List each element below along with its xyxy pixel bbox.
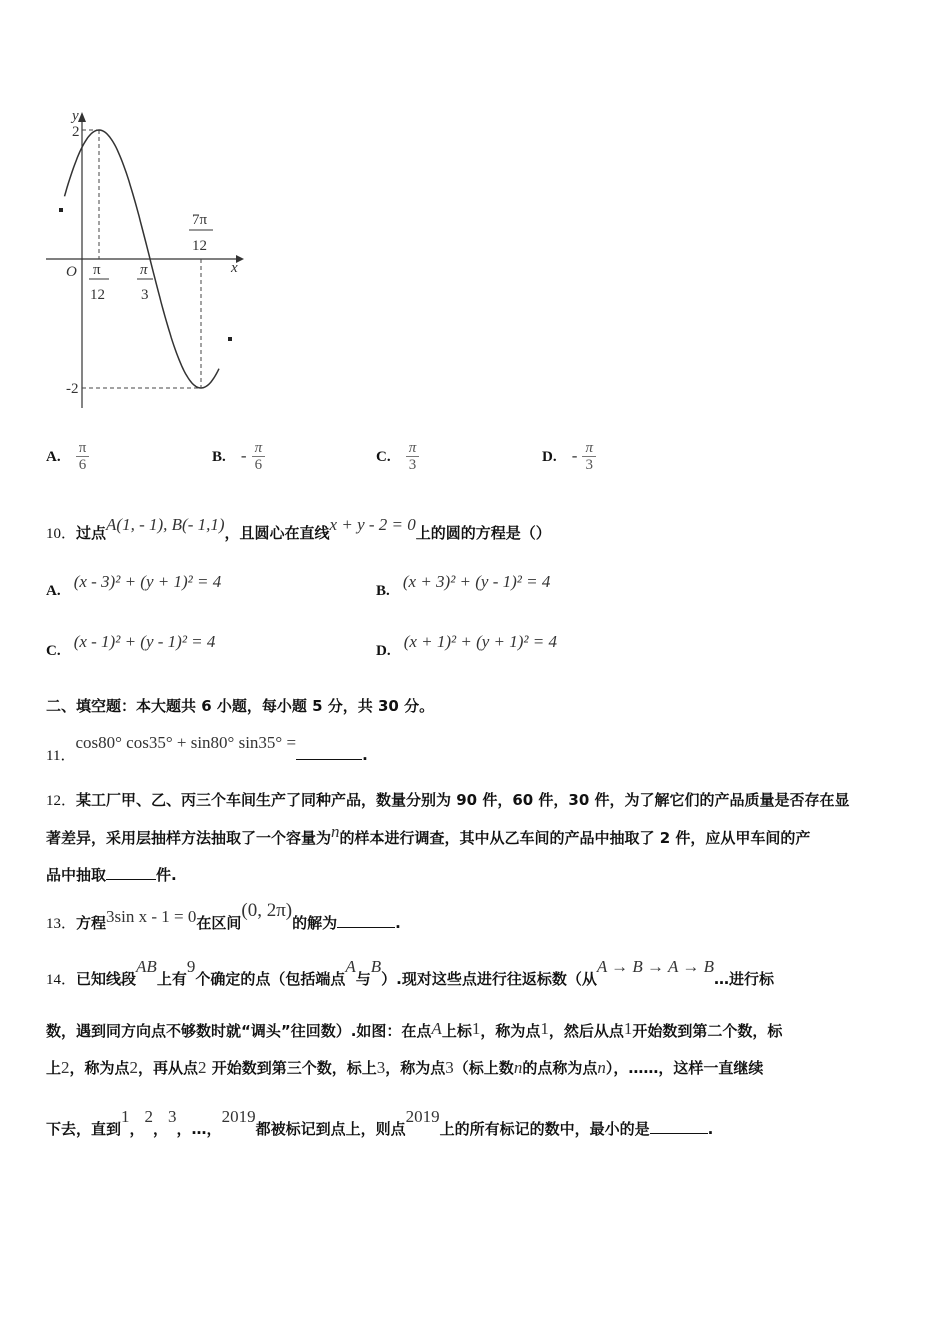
q9-option-c-den: 3	[408, 457, 417, 473]
q14-l2-one-3: 1	[623, 1019, 633, 1038]
q14-line-4: 下去，直到1，2，3，…，2019都被标记到点上，则点2019上的所有标记的数中，最小的是 .	[46, 1107, 714, 1138]
q13-end: .	[395, 914, 401, 932]
q10-option-b-label: B.	[376, 583, 390, 599]
q14-l3e: ，称为点	[385, 1059, 446, 1077]
y-axis-arrow	[78, 112, 86, 122]
q9-option-a-fraction	[76, 440, 90, 473]
q10-option-d[interactable]	[376, 632, 558, 660]
curve-end-point	[228, 337, 232, 341]
q10-option-a-label: A.	[46, 583, 61, 599]
q14-l3-three: 3	[376, 1058, 386, 1077]
q10-text-2: ，且圆心在直线	[224, 524, 330, 542]
q10-number: 10．	[46, 526, 77, 542]
q12-number: 12．	[46, 793, 77, 809]
q10-text-3: 上的圆的方程是（）	[415, 524, 551, 542]
q11	[46, 732, 368, 764]
q14-l4c: 上的所有标记的数中，最小的是	[439, 1120, 650, 1138]
q9-option-b-sign: -	[240, 446, 247, 465]
q14-number: 14．	[46, 972, 77, 988]
x-axis-label: x	[231, 260, 238, 276]
q14-t1: 已知线段	[76, 970, 137, 988]
q14-ab: AB	[136, 957, 157, 976]
q10-option-c-label: C.	[46, 643, 61, 659]
q10-line: x + y - 2 = 0	[329, 515, 416, 534]
q9-option-c-fraction	[406, 440, 420, 473]
q14-a: A	[345, 957, 356, 976]
q9-option-d-den: 3	[585, 457, 593, 473]
q14-l4-2019: 2019	[221, 1107, 256, 1126]
q12-line2b: 的样本进行调查，其中从乙车间的产品中抽取了 2 件，应从甲车间的产	[339, 829, 811, 847]
q14-l3f: （标上数	[453, 1059, 514, 1077]
q9-option-c-num: π	[406, 440, 420, 457]
q14-l4-n1: 1	[121, 1107, 130, 1126]
q14-line-1	[46, 957, 774, 989]
q14-l2-a: A	[431, 1019, 442, 1038]
q12-line3a: 品中抽取	[46, 866, 107, 884]
tick-pi3-num: π	[140, 262, 148, 278]
q9-option-d-fraction	[582, 440, 596, 473]
q10-option-a-expr: (x - 3)² + (y + 1)² = 4	[73, 572, 222, 591]
q12-line2a: 著差异，采用层抽样方法抽取了一个容量为	[46, 829, 332, 847]
q10-option-c[interactable]	[46, 632, 216, 660]
q10-points: A(1, - 1), B(- 1,1)	[106, 515, 225, 534]
q14-l2d: ，然后从点	[548, 1022, 624, 1040]
q14-nine: 9	[186, 957, 196, 976]
q14-l2b: 上标	[441, 1022, 472, 1040]
q10-option-d-label: D.	[376, 643, 391, 659]
q12-line-3	[46, 864, 177, 885]
y-max-label: 2	[72, 124, 80, 140]
q14-t3: 个确定的点（包括端点	[195, 970, 346, 988]
section-2-heading: 二、填空题：本大题共 6 小题，每小题 5 分，共 30 分。	[46, 697, 435, 715]
q11-number: 11．	[46, 748, 76, 764]
q11-expr: cos80° cos35° + sin80° sin35° =	[75, 733, 297, 752]
q12-line3b: 件.	[156, 866, 177, 884]
q14-l3-two-3: 2	[198, 1058, 207, 1077]
q9-option-c[interactable]	[376, 440, 419, 473]
y-axis-label: y	[72, 108, 79, 124]
q14-t2: 上有	[156, 970, 187, 988]
q9-option-b[interactable]	[212, 440, 265, 473]
sine-graph	[40, 100, 260, 420]
q14-l3h: ），……，这样一直继续	[605, 1059, 764, 1077]
q14-l4-dots: ，…，	[176, 1120, 222, 1138]
q14-l2-one-2: 1	[540, 1019, 549, 1038]
q14-sequence: A → B → A → B	[596, 957, 714, 976]
q14-l3d: 开始数到第三个数，标上	[206, 1059, 377, 1077]
q14-line-2	[46, 1020, 782, 1041]
q9-option-a-num: π	[76, 440, 90, 457]
q12-line-2	[46, 822, 811, 848]
q14-l3-n-2: n	[597, 1058, 606, 1077]
q10-option-b[interactable]	[376, 572, 551, 600]
q11-end: .	[362, 746, 368, 764]
q9-option-b-den: 6	[254, 457, 263, 473]
q13	[46, 900, 401, 932]
q9-option-d[interactable]	[542, 440, 596, 473]
q14-l4-n2: 2	[144, 1107, 154, 1126]
y-min-label: -2	[66, 381, 79, 397]
q12-var-n: n	[331, 822, 340, 841]
q14-l2e: 开始数到第二个数，标	[632, 1022, 783, 1040]
origin-label: O	[66, 264, 77, 280]
q14-l4-n3: 3	[168, 1107, 177, 1126]
q14-l3a: 上	[46, 1059, 62, 1077]
q9-option-a-den: 6	[78, 457, 87, 473]
q13-equation: 3sin x - 1 = 0	[106, 907, 197, 926]
q14-l3-three-2: 3	[445, 1058, 454, 1077]
q14-l4b: 都被标记到点上，则点	[255, 1120, 406, 1138]
q9-option-d-label: D.	[542, 449, 557, 465]
q14-l3g: 的点称为点	[522, 1059, 598, 1077]
q14-l3-two: 2	[61, 1058, 70, 1077]
q9-option-c-label: C.	[376, 449, 391, 465]
q9-option-b-num: π	[252, 440, 266, 457]
q14-t6: …进行标	[713, 970, 774, 988]
tick-7pi12-den: 12	[192, 238, 207, 254]
q10-option-b-expr: (x + 3)² + (y - 1)² = 4	[402, 572, 551, 591]
tick-7pi12-num: 7π	[192, 212, 208, 228]
q14-b: B	[370, 957, 382, 976]
q13-interval: (0, 2π)	[241, 900, 293, 921]
q14-t4: 与	[355, 970, 371, 988]
q10-option-d-expr: (x + 1)² + (y + 1)² = 4	[403, 632, 558, 651]
q9-option-a-label: A.	[46, 449, 61, 465]
q14-l3b: ，称为点	[69, 1059, 130, 1077]
q10-text-1: 过点	[76, 524, 107, 542]
q13-text-3: 的解为	[292, 914, 338, 932]
q14-l3-n: n	[513, 1058, 523, 1077]
q13-number: 13．	[46, 916, 77, 932]
q14-l4-2019b: 2019	[405, 1107, 440, 1126]
q14-l2-one: 1	[471, 1019, 481, 1038]
q9-option-b-label: B.	[212, 449, 226, 465]
q14-l2a: 数，遇到同方向点不够数时就“调头”往回数）.如图：在点	[46, 1022, 432, 1040]
q14-l2c: ，称为点	[480, 1022, 541, 1040]
q10-option-c-expr: (x - 1)² + (y - 1)² = 4	[73, 632, 216, 651]
q12-line1-text: 某工厂甲、乙、丙三个车间生产了同种产品，数量分别为 90 件，60 件，30 件，为了解它们的产品质量是否存在显	[76, 791, 850, 809]
tick-pi12-den: 12	[90, 287, 105, 303]
q12-line-1	[46, 789, 850, 810]
tick-pi12-num: π	[93, 262, 101, 278]
q9-option-b-fraction	[252, 440, 266, 473]
curve-start-point	[59, 208, 63, 212]
q10-stem	[46, 515, 551, 543]
q14-t5: ）.现对这些点进行往返标数（从	[381, 970, 597, 988]
q9-option-d-num: π	[582, 440, 596, 457]
q14-line-3	[46, 1057, 763, 1078]
q13-text-1: 方程	[76, 914, 107, 932]
q10-option-a[interactable]	[46, 572, 222, 600]
q13-answer-blank[interactable]	[337, 927, 395, 928]
q13-text-2: 在区间	[196, 914, 242, 932]
q12-answer-blank[interactable]	[106, 879, 156, 880]
q11-answer-blank[interactable]	[296, 759, 362, 760]
q14-l4a: 下去，直到	[46, 1120, 122, 1138]
q14-l3c: ，再从点	[138, 1059, 199, 1077]
q9-option-d-sign: -	[571, 446, 578, 465]
q14-l3-two-2: 2	[129, 1058, 139, 1077]
q14-end: .	[707, 1120, 714, 1138]
q9-option-a[interactable]	[46, 440, 89, 473]
q14-answer-blank[interactable]	[650, 1133, 708, 1134]
tick-pi3-den: 3	[141, 287, 149, 303]
